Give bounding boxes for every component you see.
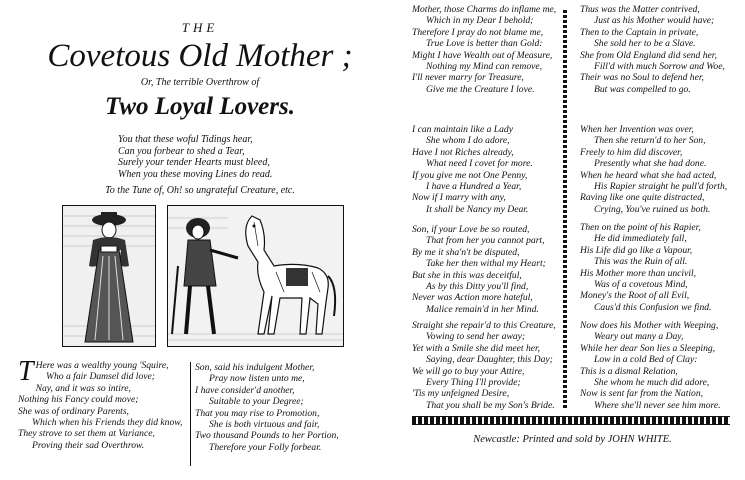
verse-line: Vowing to send her away; (426, 331, 526, 343)
verse-line: Which when his Friends they did know, (32, 417, 183, 429)
verse-6 (412, 320, 556, 411)
verse-line: 'Tis my unfeigned Desire, (412, 388, 510, 400)
intro-line: Surely your tender Hearts must bleed, (118, 157, 270, 168)
woodcut-man-with-horse (167, 205, 344, 347)
intro-line: You that these woful Tidings hear, (118, 134, 253, 145)
verse-line: Just as his Mother would have; (594, 15, 715, 27)
verse-line: Now does his Mother with Weeping, (580, 320, 719, 331)
verse-line: Have I not Riches already, (412, 146, 514, 158)
verse-line: It shall be Nancy my Dear. (426, 203, 529, 215)
verse-line: But she in this was deceitful, (412, 269, 522, 281)
verse-line: Suitable to your Degree; (209, 396, 304, 408)
verse-line: They strove to set them at Variance, (18, 428, 155, 440)
column-divider (190, 362, 191, 466)
verse-line: Raving like one quite distracted, (580, 192, 705, 204)
verse-line: I have consider'd another, (195, 384, 295, 396)
verse-line: Then to the Captain in private, (580, 26, 699, 38)
verse-line: Was of a covetous Mind, (594, 279, 688, 291)
verse-line: Low in a cold Bed of Clay: (594, 354, 698, 366)
verse-line: Presently what she had done. (594, 158, 707, 170)
verse-5 (412, 224, 546, 315)
verse-line: Nay, and it was so intire, (35, 382, 131, 394)
subtitle: Or, The terrible Overthrow of (140, 77, 260, 88)
ornamental-rule (412, 416, 730, 425)
intro-line: Can you forbear to shed a Tear, (118, 145, 245, 157)
verse-line: Might I have Wealth out of Measure, (412, 49, 553, 61)
verse-line: He did immediately fall, (594, 233, 687, 245)
verse-line: I'll never marry for Treasure, (412, 72, 524, 84)
verse-line: Where she'll never see him more. (594, 399, 721, 411)
verse-line: Crying, You've ruined us both. (594, 203, 711, 215)
verse-line: Therefore I pray do not blame me, (412, 26, 544, 38)
verse-line: Mother, those Charms do inflame me, (412, 4, 557, 15)
verse-line: She sold her to be a Slave. (594, 38, 696, 50)
verse-line: We will go to buy your Attire, (412, 365, 525, 377)
verse-line: She was of ordinary Parents, (18, 405, 129, 417)
verse-line: Nothing my Mind can remove, (426, 61, 543, 73)
verse-line: What need I covet for more. (426, 158, 533, 170)
verse-line: Money's the Root of all Evil, (580, 290, 690, 302)
woodcut-woman (62, 205, 156, 347)
verse-9 (580, 222, 711, 313)
verse-line: Saying, dear Daughter, this Day; (426, 354, 553, 366)
verse-line: Here was a wealthy young 'Squire, (35, 360, 169, 371)
verse-7 (580, 4, 725, 95)
column-divider-ornament (563, 8, 567, 408)
verse-line: As by this Ditty you'll find, (426, 281, 529, 293)
verse-line: Then she return'd to her Son, (594, 135, 706, 147)
verse-line: Freely to him did discover, (580, 146, 683, 158)
verse-line: When her Invention was over, (580, 124, 694, 135)
verse-line: Fill'd with much Sorrow and Woe, (594, 61, 725, 73)
secondary-title: Two Loyal Lovers. (104, 93, 295, 120)
verse-line: Two thousand Pounds to her Portion, (195, 430, 339, 442)
verse-line: Then on the point of his Rapier, (580, 222, 701, 233)
verse-line: Take her then withal my Heart; (426, 258, 546, 270)
main-title: Covetous Old Mother ; (47, 38, 353, 74)
verse-line: She whom I do adore, (426, 135, 510, 147)
verse-8 (580, 124, 727, 215)
verse-line: Now if I marry with any, (412, 192, 506, 204)
verse-line: Straight she repair'd to this Creature, (412, 320, 556, 331)
verse-3 (412, 4, 556, 95)
verse-line: When he heard what she had acted, (580, 169, 717, 181)
verse-line: Therefore your Folly forbear. (209, 441, 322, 453)
verse-line: Thus was the Matter contrived, (580, 4, 700, 15)
verse-line: Every Thing I'll provide; (426, 377, 521, 389)
verse-line: But was compelled to go. (594, 83, 691, 95)
intro-line: When you these moving Lines do read. (118, 168, 273, 180)
verse-line: That you shall be my Son's Bride. (426, 399, 555, 411)
verse-line: That from her you cannot part, (426, 235, 545, 247)
verse-line: Give me the Creature I love. (426, 83, 535, 95)
verse-line: She from Old England did send her, (580, 49, 717, 61)
imprint: Newcastle: Printed and sold by JOHN WHITE. (473, 434, 672, 445)
verse-line: Weary out many a Day, (594, 331, 684, 343)
verse-line: Pray now listen unto me, (209, 373, 305, 385)
verse-line: Proving their sad Overthrow. (32, 439, 145, 451)
verse-line: She whom he much did adore, (594, 377, 710, 389)
verse-1 (18, 356, 183, 451)
verse-4 (412, 124, 533, 215)
verse-line: She is both virtuous and fair, (209, 419, 320, 431)
verse-line: His Rapier straight he pull'd forth, (594, 181, 728, 193)
verse-line: Caus'd this Confusion we find. (594, 301, 712, 313)
verse-line: Now is sent far from the Nation, (580, 388, 704, 400)
verse-line: That you may rise to Promotion, (195, 407, 320, 419)
verse-line: I can maintain like a Lady (412, 124, 513, 135)
verse-line: I have a Hundred a Year, (426, 181, 522, 193)
verse-line: By me it sha'n't be disputed, (412, 246, 520, 258)
verse-line: His Mother more than uncivil, (580, 267, 697, 279)
verse-line: While her dear Son lies a Sleeping, (580, 342, 716, 354)
verse-line: Yet with a Smile she did meet her, (412, 342, 541, 354)
verse-line: This is a dismal Relation, (580, 365, 678, 377)
verse-line: Malice remain'd in her Mind. (426, 303, 539, 315)
verse-line: Son, said his indulgent Mother, (195, 362, 315, 373)
verse-line: If you give me not One Penny, (412, 169, 528, 181)
verse-line: His Life did go like a Vapour, (580, 244, 693, 256)
verse-2 (195, 362, 339, 453)
intro-verse (118, 134, 272, 180)
title-the: THE (181, 20, 219, 35)
verse-line: This was the Ruin of all. (594, 256, 688, 268)
verse-line: Which in my Dear I behold; (426, 15, 534, 27)
drop-cap: T (18, 356, 34, 387)
verse-line: Never was Action more hateful, (412, 292, 533, 304)
verse-line: Son, if your Love be so routed, (412, 224, 530, 235)
verse-line: Nothing his Fancy could move; (18, 394, 139, 406)
tune-line: To the Tune of, Oh! so ungrateful Creature, etc. (105, 185, 295, 196)
verse-line: Who a fair Damsel did love; (46, 371, 155, 383)
verse-line: True Love is better than Gold: (426, 38, 543, 50)
verse-10 (580, 320, 721, 411)
woman-figure-icon (63, 206, 155, 346)
verse-line: Their was no Soul to defend her, (580, 72, 704, 84)
man-and-horse-icon (168, 206, 343, 346)
